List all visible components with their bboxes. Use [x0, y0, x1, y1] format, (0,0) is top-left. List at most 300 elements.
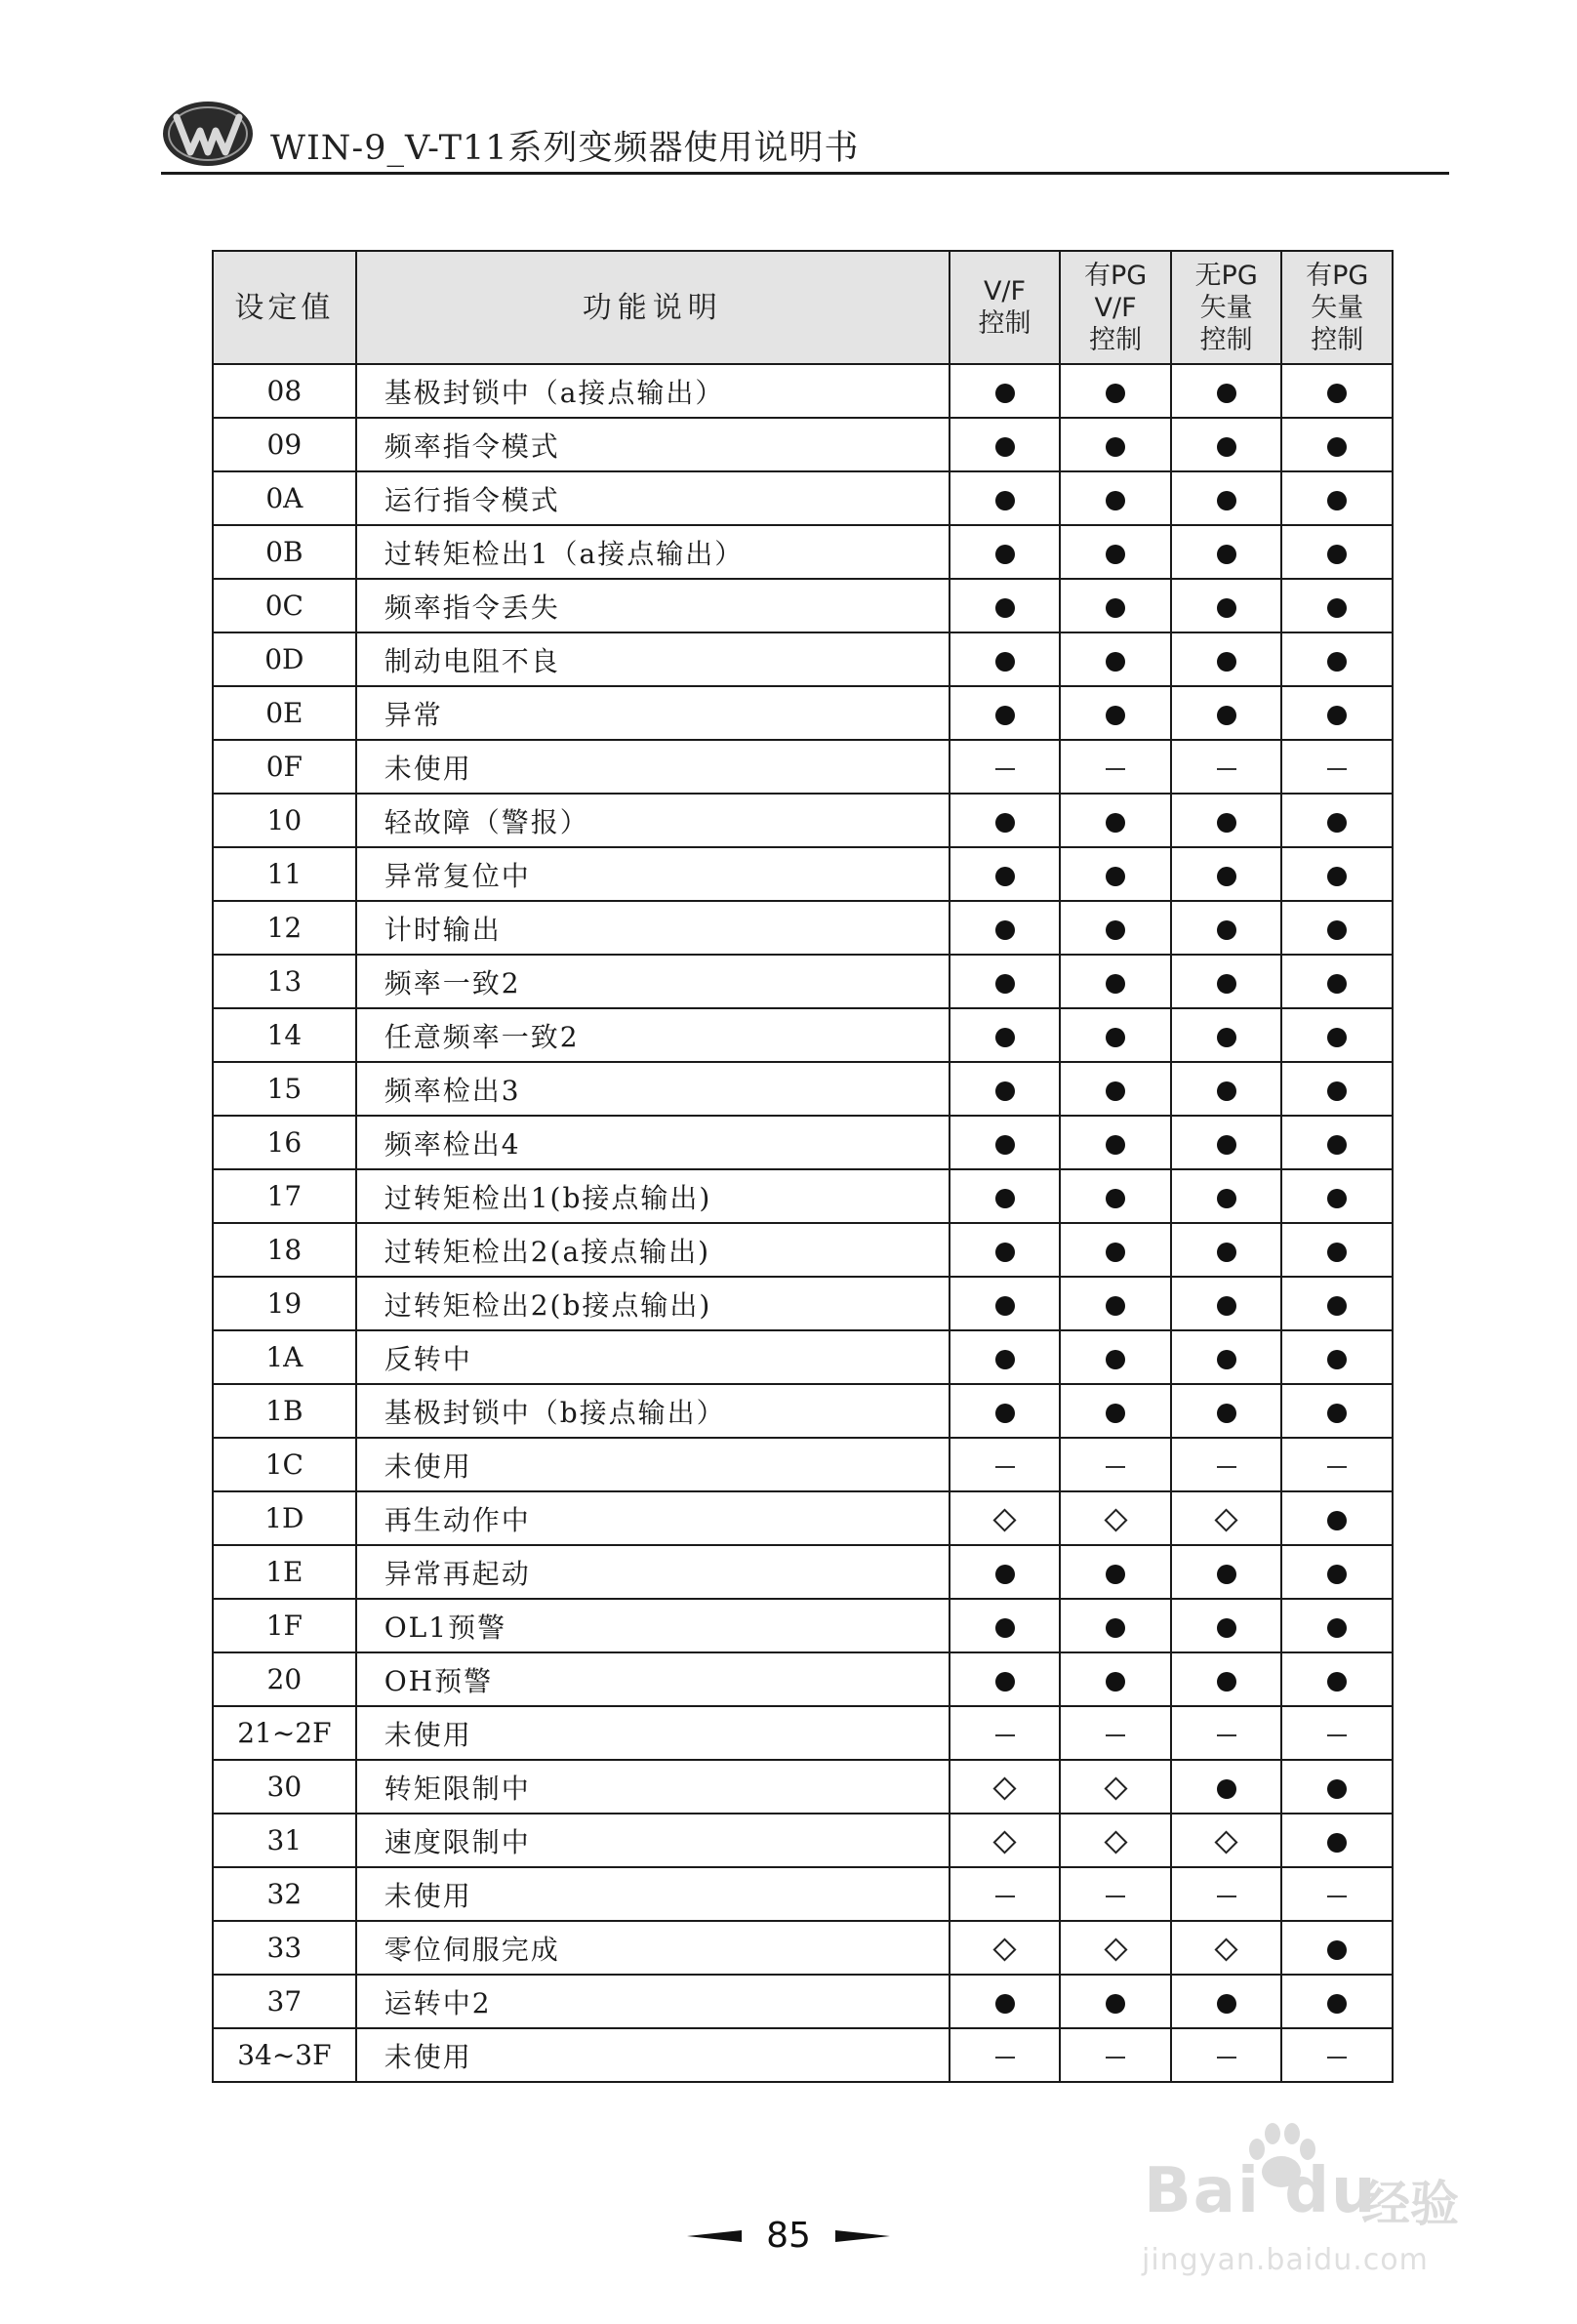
table-row	[213, 1330, 1393, 1384]
setting-code: 17	[213, 1169, 356, 1223]
mode-cell	[1171, 418, 1282, 471]
table-row	[213, 1116, 1393, 1169]
header-line: 无PG	[1194, 260, 1258, 291]
setting-code: 16	[213, 1116, 356, 1169]
mode-cell	[950, 901, 1061, 955]
function-description: 运行指令模式	[356, 471, 950, 525]
mode-cell	[1281, 2028, 1393, 2082]
mode-cell	[1171, 955, 1282, 1008]
filled-dot-icon	[995, 545, 1015, 564]
setting-code: 0D	[213, 632, 356, 686]
setting-code: 13	[213, 955, 356, 1008]
mode-cell	[1171, 1330, 1282, 1384]
header-mode-pg-vf	[1060, 251, 1171, 364]
filled-dot-icon	[1217, 1565, 1236, 1584]
function-description: 运转中2	[356, 1975, 950, 2028]
mode-cell	[1171, 1277, 1282, 1330]
function-description: 过转矩检出2(b接点输出)	[356, 1277, 950, 1330]
mode-cell	[1171, 740, 1282, 794]
filled-dot-icon	[1327, 1833, 1347, 1853]
function-description: 反转中	[356, 1330, 950, 1384]
filled-dot-icon	[1106, 598, 1125, 618]
setting-code: 18	[213, 1223, 356, 1277]
filled-dot-icon	[1106, 545, 1125, 564]
mode-cell	[1171, 686, 1282, 740]
mode-cell	[1281, 1330, 1393, 1384]
table-row	[213, 579, 1393, 632]
diamond-icon	[1104, 1937, 1127, 1961]
mode-cell	[950, 1975, 1061, 2028]
filled-dot-icon	[1327, 1189, 1347, 1208]
mode-cell	[1281, 1921, 1393, 1975]
diamond-icon	[1215, 1830, 1238, 1854]
filled-dot-icon	[1106, 920, 1125, 940]
mode-cell	[1281, 632, 1393, 686]
filled-dot-icon	[1327, 545, 1347, 564]
mode-cell	[1281, 1116, 1393, 1169]
mode-cell	[1060, 847, 1171, 901]
mode-cell	[1060, 1169, 1171, 1223]
filled-dot-icon	[1327, 1940, 1347, 1960]
filled-dot-icon	[995, 491, 1015, 510]
mode-cell	[1171, 1706, 1282, 1760]
table-row	[213, 901, 1393, 955]
mode-cell	[1281, 1975, 1393, 2028]
setting-code: 1A	[213, 1330, 356, 1384]
filled-dot-icon	[1217, 974, 1236, 994]
table-body	[213, 364, 1393, 2082]
filled-dot-icon	[1327, 1565, 1347, 1584]
table-row	[213, 847, 1393, 901]
mode-cell	[1171, 1545, 1282, 1599]
mode-cell	[1060, 1599, 1171, 1652]
page-footer	[0, 2211, 1577, 2260]
function-description: 未使用	[356, 740, 950, 794]
setting-code: 1E	[213, 1545, 356, 1599]
filled-dot-icon	[1106, 437, 1125, 457]
header-line: 控制	[1311, 324, 1364, 355]
function-description: 零位伺服完成	[356, 1921, 950, 1975]
filled-dot-icon	[1106, 652, 1125, 672]
filled-dot-icon	[1217, 1296, 1236, 1316]
mode-cell	[1171, 1223, 1282, 1277]
mode-cell	[1171, 525, 1282, 579]
table-row	[213, 1760, 1393, 1814]
diamond-icon	[1215, 1508, 1238, 1531]
mode-cell	[1281, 740, 1393, 794]
filled-dot-icon	[1217, 920, 1236, 940]
filled-dot-icon	[1327, 706, 1347, 725]
mode-cell	[1060, 1706, 1171, 1760]
mode-cell	[1171, 364, 1282, 418]
mode-cell	[1060, 1867, 1171, 1921]
filled-dot-icon	[1217, 652, 1236, 672]
dash-icon	[1217, 1734, 1236, 1736]
mode-cell	[1060, 418, 1171, 471]
setting-code: 32	[213, 1867, 356, 1921]
mode-cell	[1060, 525, 1171, 579]
header-line: 控制	[1199, 324, 1253, 355]
filled-dot-icon	[1327, 1511, 1347, 1530]
filled-dot-icon	[1217, 1994, 1236, 2014]
filled-dot-icon	[1217, 1672, 1236, 1692]
mode-cell	[950, 1223, 1061, 1277]
mode-cell	[1281, 794, 1393, 847]
mode-cell	[950, 1599, 1061, 1652]
watermark-brand: Bai du	[1144, 2155, 1378, 2227]
setting-code: 0F	[213, 740, 356, 794]
mode-cell	[1171, 1116, 1282, 1169]
header-code: 设定值	[213, 251, 356, 364]
mode-cell	[1171, 1814, 1282, 1867]
filled-dot-icon	[1106, 1672, 1125, 1692]
mode-cell	[950, 1814, 1061, 1867]
filled-dot-icon	[995, 1350, 1015, 1369]
filled-dot-icon	[1327, 1618, 1347, 1638]
table-header-row	[213, 251, 1393, 364]
setting-code: 0B	[213, 525, 356, 579]
table-row	[213, 740, 1393, 794]
mode-cell	[1281, 1545, 1393, 1599]
watermark-url: jingyan.baidu.com	[1142, 2243, 1429, 2277]
table-row	[213, 364, 1393, 418]
filled-dot-icon	[995, 1081, 1015, 1101]
dash-icon	[1327, 2057, 1347, 2059]
mode-cell	[950, 955, 1061, 1008]
mode-cell	[950, 1277, 1061, 1330]
document-title: WIN-9_V-T11系列变频器使用说明书	[270, 129, 860, 168]
function-description: 频率指令丢失	[356, 579, 950, 632]
setting-code: 1D	[213, 1491, 356, 1545]
filled-dot-icon	[1327, 652, 1347, 672]
table-row	[213, 471, 1393, 525]
dash-icon	[995, 2057, 1015, 2059]
header-mode-vf	[950, 251, 1061, 364]
mode-cell	[1060, 1062, 1171, 1116]
header-line: 矢量	[1199, 292, 1253, 323]
mode-cell	[1060, 1652, 1171, 1706]
function-description: 计时输出	[356, 901, 950, 955]
diamond-icon	[992, 1776, 1016, 1800]
diamond-icon	[992, 1830, 1016, 1854]
filled-dot-icon	[1106, 1135, 1125, 1155]
filled-dot-icon	[995, 437, 1015, 457]
mode-cell	[1060, 1330, 1171, 1384]
mode-cell	[1171, 1438, 1282, 1491]
dash-icon	[1327, 1466, 1347, 1468]
mode-cell	[1281, 1438, 1393, 1491]
function-description: 频率一致2	[356, 955, 950, 1008]
mode-cell	[1171, 1867, 1282, 1921]
filled-dot-icon	[995, 1618, 1015, 1638]
mode-cell	[950, 418, 1061, 471]
mode-cell	[1281, 1169, 1393, 1223]
mode-cell	[1281, 1706, 1393, 1760]
mode-cell	[1060, 1438, 1171, 1491]
mode-cell	[1281, 1277, 1393, 1330]
diamond-icon	[992, 1508, 1016, 1531]
header-line: 控制	[978, 308, 1031, 339]
dash-icon	[1217, 768, 1236, 770]
mode-cell	[1281, 955, 1393, 1008]
table-row	[213, 1921, 1393, 1975]
filled-dot-icon	[1106, 1028, 1125, 1047]
filled-dot-icon	[995, 1565, 1015, 1584]
mode-cell	[950, 364, 1061, 418]
setting-code: 14	[213, 1008, 356, 1062]
paw-icon	[1237, 2118, 1325, 2196]
table-row	[213, 1277, 1393, 1330]
filled-dot-icon	[1217, 491, 1236, 510]
function-description: 异常	[356, 686, 950, 740]
setting-code: 0A	[213, 471, 356, 525]
setting-code: 11	[213, 847, 356, 901]
mode-cell	[1281, 1062, 1393, 1116]
function-description: 制动电阻不良	[356, 632, 950, 686]
setting-code: 0C	[213, 579, 356, 632]
mode-cell	[1281, 1814, 1393, 1867]
mode-cell	[950, 1921, 1061, 1975]
mode-cell	[950, 525, 1061, 579]
mode-cell	[1171, 1384, 1282, 1438]
mode-cell	[1171, 1760, 1282, 1814]
filled-dot-icon	[1327, 1779, 1347, 1799]
mode-cell	[1281, 418, 1393, 471]
filled-dot-icon	[1217, 1350, 1236, 1369]
setting-code: 34~3F	[213, 2028, 356, 2082]
mode-cell	[1060, 1384, 1171, 1438]
setting-code: 1F	[213, 1599, 356, 1652]
table-row	[213, 1867, 1393, 1921]
mode-cell	[1281, 901, 1393, 955]
dash-icon	[1106, 768, 1125, 770]
setting-code: 20	[213, 1652, 356, 1706]
setting-code: 33	[213, 1921, 356, 1975]
mode-cell	[1281, 364, 1393, 418]
setting-code: 31	[213, 1814, 356, 1867]
function-description: OH预警	[356, 1652, 950, 1706]
mode-cell	[1281, 525, 1393, 579]
filled-dot-icon	[1106, 1243, 1125, 1262]
mode-cell	[1281, 1867, 1393, 1921]
header-line: 有PG	[1083, 260, 1148, 291]
table-row	[213, 1438, 1393, 1491]
dash-icon	[1106, 2057, 1125, 2059]
filled-dot-icon	[995, 813, 1015, 833]
mode-cell	[1171, 901, 1282, 955]
mode-cell	[1060, 794, 1171, 847]
mode-cell	[1171, 1008, 1282, 1062]
function-description: 基极封锁中（b接点输出）	[356, 1384, 950, 1438]
mode-cell	[950, 1169, 1061, 1223]
mode-cell	[1281, 1008, 1393, 1062]
function-description: 转矩限制中	[356, 1760, 950, 1814]
dash-icon	[995, 1734, 1015, 1736]
filled-dot-icon	[1106, 1618, 1125, 1638]
mode-cell	[1060, 1814, 1171, 1867]
function-table	[212, 250, 1394, 2083]
function-description: 未使用	[356, 1867, 950, 1921]
mode-cell	[1060, 1545, 1171, 1599]
mode-cell	[1060, 471, 1171, 525]
header-line: V/F	[983, 276, 1027, 306]
function-description: 未使用	[356, 1438, 950, 1491]
mode-cell	[950, 1008, 1061, 1062]
mode-cell	[1060, 1491, 1171, 1545]
filled-dot-icon	[1106, 974, 1125, 994]
filled-dot-icon	[1327, 1404, 1347, 1423]
filled-dot-icon	[1327, 598, 1347, 618]
mode-cell	[950, 1545, 1061, 1599]
filled-dot-icon	[1217, 1618, 1236, 1638]
mode-cell	[950, 794, 1061, 847]
filled-dot-icon	[995, 1189, 1015, 1208]
filled-dot-icon	[995, 1135, 1015, 1155]
dash-icon	[1106, 1734, 1125, 1736]
mode-cell	[1060, 1921, 1171, 1975]
filled-dot-icon	[1327, 1350, 1347, 1369]
dash-icon	[995, 1896, 1015, 1897]
dash-icon	[995, 768, 1015, 770]
filled-dot-icon	[1106, 1350, 1125, 1369]
function-description: 未使用	[356, 2028, 950, 2082]
function-description: 过转矩检出1（a接点输出）	[356, 525, 950, 579]
header-line: V/F	[1094, 292, 1137, 323]
header-line: 矢量	[1311, 292, 1364, 323]
setting-code: 1C	[213, 1438, 356, 1491]
baidu-watermark	[1122, 2118, 1513, 2294]
dash-icon	[1327, 768, 1347, 770]
mode-cell	[1060, 1975, 1171, 2028]
filled-dot-icon	[1106, 384, 1125, 403]
header-line: 控制	[1089, 324, 1143, 355]
filled-dot-icon	[1217, 545, 1236, 564]
table-row	[213, 1491, 1393, 1545]
filled-dot-icon	[1217, 1189, 1236, 1208]
table-row	[213, 1706, 1393, 1760]
filled-dot-icon	[1327, 1296, 1347, 1316]
dash-icon	[1106, 1466, 1125, 1468]
filled-dot-icon	[1106, 867, 1125, 886]
mode-cell	[1171, 1975, 1282, 2028]
mode-cell	[950, 632, 1061, 686]
dash-icon	[1327, 1896, 1347, 1897]
mode-cell	[1281, 686, 1393, 740]
diamond-icon	[992, 1937, 1016, 1961]
mode-cell	[1171, 1169, 1282, 1223]
mode-cell	[950, 1706, 1061, 1760]
filled-dot-icon	[1217, 706, 1236, 725]
filled-dot-icon	[1106, 1189, 1125, 1208]
mode-cell	[1060, 1116, 1171, 1169]
mode-cell	[1060, 686, 1171, 740]
filled-dot-icon	[1327, 1081, 1347, 1101]
dash-icon	[995, 1466, 1015, 1468]
table-row	[213, 955, 1393, 1008]
filled-dot-icon	[995, 1243, 1015, 1262]
function-description: 未使用	[356, 1706, 950, 1760]
filled-dot-icon	[1217, 813, 1236, 833]
filled-dot-icon	[1217, 1243, 1236, 1262]
mode-cell	[1171, 632, 1282, 686]
mode-cell	[950, 686, 1061, 740]
filled-dot-icon	[1217, 598, 1236, 618]
mode-cell	[1171, 1491, 1282, 1545]
filled-dot-icon	[995, 652, 1015, 672]
mode-cell	[950, 1760, 1061, 1814]
right-arrow-icon	[835, 2229, 890, 2243]
dash-icon	[1106, 1896, 1125, 1897]
page-number: 85	[766, 2216, 811, 2256]
mode-cell	[1171, 2028, 1282, 2082]
dash-icon	[1217, 1466, 1236, 1468]
filled-dot-icon	[1106, 1565, 1125, 1584]
mode-cell	[950, 471, 1061, 525]
filled-dot-icon	[995, 1404, 1015, 1423]
mode-cell	[1171, 1921, 1282, 1975]
header-description: 功能说明	[356, 251, 950, 364]
filled-dot-icon	[1327, 491, 1347, 510]
setting-code: 10	[213, 794, 356, 847]
diamond-icon	[1104, 1508, 1127, 1531]
table-row	[213, 686, 1393, 740]
mode-cell	[1281, 471, 1393, 525]
header-mode-nopg-vector	[1171, 251, 1282, 364]
mode-cell	[950, 1438, 1061, 1491]
diamond-icon	[1104, 1830, 1127, 1854]
function-description: 基极封锁中（a接点输出）	[356, 364, 950, 418]
dash-icon	[1327, 1734, 1347, 1736]
filled-dot-icon	[1217, 1028, 1236, 1047]
diamond-icon	[1104, 1776, 1127, 1800]
function-description: 过转矩检出1(b接点输出)	[356, 1169, 950, 1223]
mode-cell	[1281, 1760, 1393, 1814]
mode-cell	[950, 1116, 1061, 1169]
filled-dot-icon	[995, 706, 1015, 725]
function-description: 再生动作中	[356, 1491, 950, 1545]
setting-code: 30	[213, 1760, 356, 1814]
mode-cell	[950, 1867, 1061, 1921]
filled-dot-icon	[1217, 384, 1236, 403]
table-row	[213, 525, 1393, 579]
filled-dot-icon	[1327, 1135, 1347, 1155]
mode-cell	[1281, 1491, 1393, 1545]
mode-cell	[950, 1652, 1061, 1706]
filled-dot-icon	[995, 384, 1015, 403]
mode-cell	[1060, 1760, 1171, 1814]
setting-code: 21~2F	[213, 1706, 356, 1760]
filled-dot-icon	[995, 1672, 1015, 1692]
mode-cell	[1060, 1223, 1171, 1277]
mode-cell	[1171, 579, 1282, 632]
filled-dot-icon	[995, 1296, 1015, 1316]
mode-cell	[1171, 847, 1282, 901]
mode-cell	[1171, 1599, 1282, 1652]
dash-icon	[1217, 2057, 1236, 2059]
table-row	[213, 632, 1393, 686]
function-description: 频率检出4	[356, 1116, 950, 1169]
mode-cell	[950, 579, 1061, 632]
filled-dot-icon	[1106, 1081, 1125, 1101]
filled-dot-icon	[995, 867, 1015, 886]
function-description: 任意频率一致2	[356, 1008, 950, 1062]
mode-cell	[950, 847, 1061, 901]
mode-cell	[1060, 955, 1171, 1008]
table-row	[213, 1599, 1393, 1652]
mode-cell	[1060, 2028, 1171, 2082]
table-row	[213, 1008, 1393, 1062]
mode-cell	[950, 1330, 1061, 1384]
